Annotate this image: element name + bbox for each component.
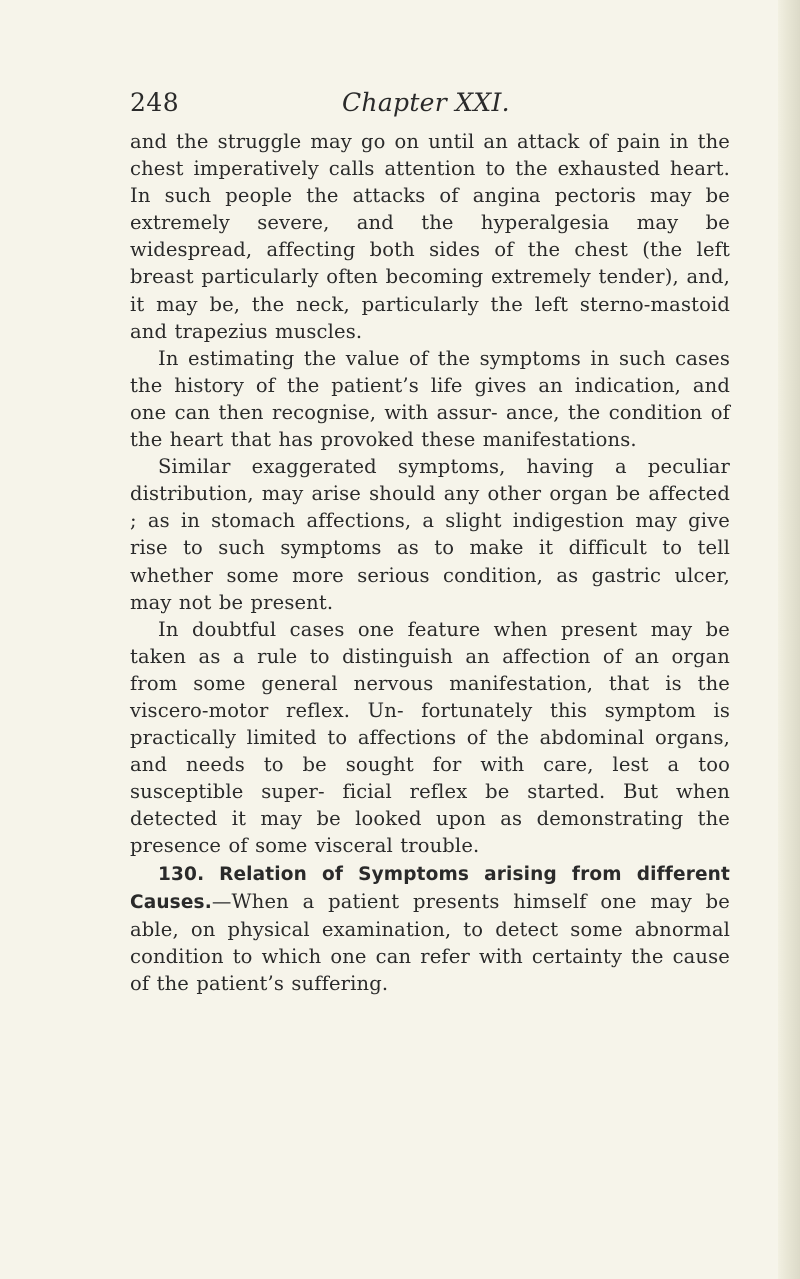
page-edge-shadow (778, 0, 800, 1279)
paragraph-similar-symptoms: Similar exaggerated symptoms, having a peculiar distribution, may arise should any other organ be affected ; as in stomach affections, a slight indigestion may give rise to such symptoms as to make it difficult to tell whether some more serious condition, as gastric ulcer, may not be present. (130, 455, 730, 614)
body-text (130, 128, 730, 997)
book-page (130, 88, 730, 997)
section-heading: Relation of Symptoms arising from different Causes. (130, 863, 730, 913)
paragraph-estimating: In estimating the value of the symptoms in such cases the history of the patient’s life gives an indication, and one can then recognise, with assur- ance, the condition of the heart that has provoked these manifestations. (130, 346, 730, 452)
chapter-title: Chapter XXI. (342, 88, 510, 117)
section-130-paragraph (130, 860, 730, 997)
paragraph-continuation: and the struggle may go on until an attack of pain in the chest imperatively calls attention to the exhausted heart. In such people the attacks of angina pectoris may be extremely severe, and the hyperalgesia may be widespread, affecting both sides of the chest (the left breast particularly often becoming extremely tender), and, it may be, the neck, particularly the left sterno-mastoid and trapezius muscles. (130, 130, 730, 343)
paragraph-doubtful-cases: In doubtful cases one feature when present may be taken as a rule to distinguish an affection of an organ from some general nervous manifestation, that is the viscero-motor reflex. Un- fortunately this symptom is practically limited to affections of the abdominal organs, and needs to be sought for with care, lest a too susceptible super- ficial reflex be started. But when detected it may be looked upon as demonstrating the presence of some visceral trouble. (130, 617, 730, 858)
page-number: 248 (130, 88, 180, 117)
running-head (130, 88, 730, 128)
section-body-text: —When a patient presents himself one may be able, on physical examination, to detect some abnormal condition to which one can refer with certainty the cause of the patient’s suffering. (130, 889, 730, 995)
section-number: 130. (158, 863, 205, 885)
